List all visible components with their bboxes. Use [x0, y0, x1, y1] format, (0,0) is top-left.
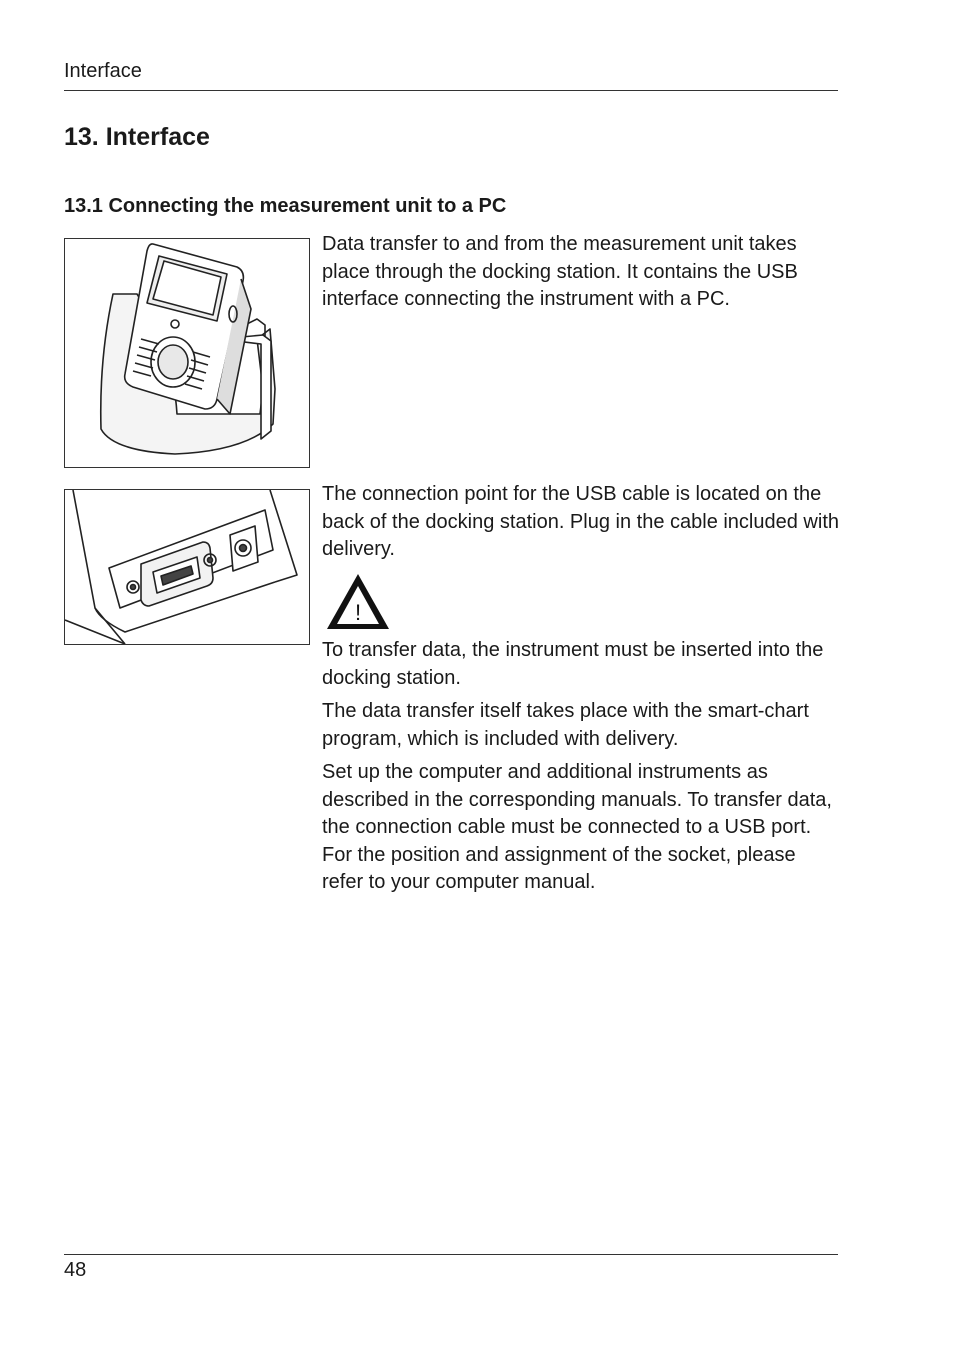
paragraph-insert-instrument: To transfer data, the instrument must be inserted into the docking station.	[322, 639, 824, 689]
docking-station-illustration	[65, 239, 309, 467]
docking-station-figure	[64, 238, 310, 468]
paragraph-connection-point: The connection point for the USB cable is located on the back of the docking station. Plug in the cable included with delivery.	[322, 483, 839, 560]
paragraph-intro: Data transfer to and from the measurement unit takes place through the docking station. It contains the USB interface connecting the instrument with a PC.	[322, 233, 798, 310]
footer-rule	[64, 1254, 838, 1255]
usb-port-figure	[64, 489, 310, 645]
page-number: 48	[64, 1259, 87, 1281]
paragraph-smartchart: The data transfer itself takes place with the smart-chart program, which is included with delivery.	[322, 700, 809, 750]
warning-icon	[325, 572, 391, 632]
section-title: 13. Interface	[64, 123, 210, 151]
header-rule	[64, 90, 838, 91]
running-head: Interface	[64, 60, 142, 82]
paragraph-setup: Set up the computer and additional instruments as described in the corresponding manuals. To transfer data, the connection cable must be connected to a USB port. For the position and assignment of the socket, please refer to your computer manual.	[322, 761, 832, 893]
usb-port-illustration	[65, 490, 309, 644]
warning-symbol: !	[354, 600, 362, 625]
subsection-title: 13.1 Connecting the measurement unit to a PC	[64, 195, 507, 217]
